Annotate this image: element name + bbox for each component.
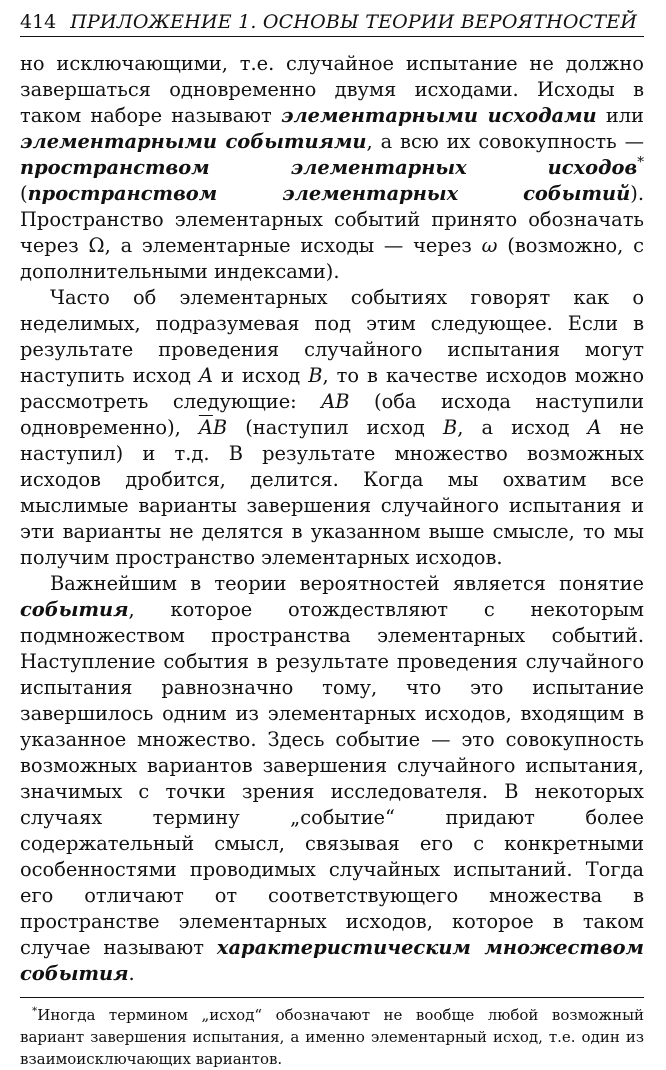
running-header (20, 10, 644, 37)
text-run: , которое отождествляют с некоторым подмножеством пространства элементарных событий. Наступление события в результате проведения случайного испытания равнозначно тому, что это испытание завершилось одним из элементарных исходов, входящим в указанное множество. Здесь событие — это совокупность возможных вариантов завершения случайного испытания, значимых с точки зрения исследователя. В некоторых случаях термину „событие“ придают более содержательный смысл, связывая его с конкретными особенностями проводимых случайных испытаний. Тогда его отличают от соответствующего множества в пространстве элементарных исходов, которое в таком случае называют (20, 598, 644, 959)
math-b: B (212, 416, 228, 439)
page-number: 414 (20, 11, 57, 33)
math-a: A (198, 364, 213, 387)
footnote-divider (20, 997, 644, 998)
text-run: , а всю их совокупность — (366, 130, 644, 153)
paragraph-3 (20, 571, 644, 987)
text-run: . (128, 962, 135, 985)
text-run: Часто об элементарных событиях говорят как о неделимых, подразумевая под этим следующее. Если в результате проведения случайного испытания могут наступить исход (20, 286, 644, 387)
book-page (20, 10, 644, 1070)
term-elementary-events: элементарными событиями (20, 130, 367, 153)
text-run: (возможно, с дополнительными индексами). (20, 234, 644, 283)
term-elementary-outcomes: элементарными исходами (280, 104, 597, 127)
text-run: ( (20, 182, 28, 205)
math-omega: ω (481, 234, 498, 257)
text-run: и исход (212, 364, 309, 387)
running-title: ПРИЛОЖЕНИЕ 1. ОСНОВЫ ТЕОРИИ ВЕРОЯТНОСТЕЙ (70, 11, 638, 33)
math-a-bar: $\overline{A}$ (198, 416, 213, 439)
math-ab: AB (321, 390, 350, 413)
text-run: (оба исхода наступили одновременно), (20, 390, 644, 439)
footnote-text: Иногда термином „исход“ обозначают не вообще любой возможный вариант завершения испытания, а именно элементарный исход, т.е. один из взаимоисключающих вариантов. (20, 1006, 644, 1068)
footnote-mark: * (637, 154, 644, 171)
math-b: B (308, 364, 323, 387)
text-run: ). Пространство элементарных событий принято обозначать через Ω, а элементарные исходы — через (20, 182, 644, 257)
text-run: (наступил исход (227, 416, 443, 439)
text-run: но исключающими, т.е. случайное испытание не должно завершаться одновременно двумя исходами. Исходы в таком наборе называют (20, 52, 644, 127)
term-outcome-space: пространством элементарных исходов (20, 156, 638, 179)
paragraph-2 (20, 285, 644, 571)
math-a: A (587, 416, 602, 439)
text-run: , то в качестве исходов можно рассмотреть следующие: (20, 364, 645, 413)
term-event: события (20, 598, 129, 621)
term-event-space: пространством элементарных событий (27, 182, 631, 205)
text-run: не наступил) и т.д. В результате множество возможных исходов дробится, делится. Когда мы охватим все мыслимые варианты завершения случайного испытания и эти варианты не делятся в указанном выше смысле, то мы получим пространство элементарных исходов. (20, 416, 644, 569)
text-run: или (596, 104, 644, 127)
math-b: B (442, 416, 458, 439)
footnote-mark: * (32, 1005, 38, 1017)
text-run: Важнейшим в теории вероятностей является понятие (50, 572, 644, 595)
term-characteristic-set: характеристическим множеством события (20, 936, 644, 985)
text-run: , а исход (457, 416, 588, 439)
paragraph-1 (20, 51, 644, 285)
footnote (20, 1004, 644, 1070)
